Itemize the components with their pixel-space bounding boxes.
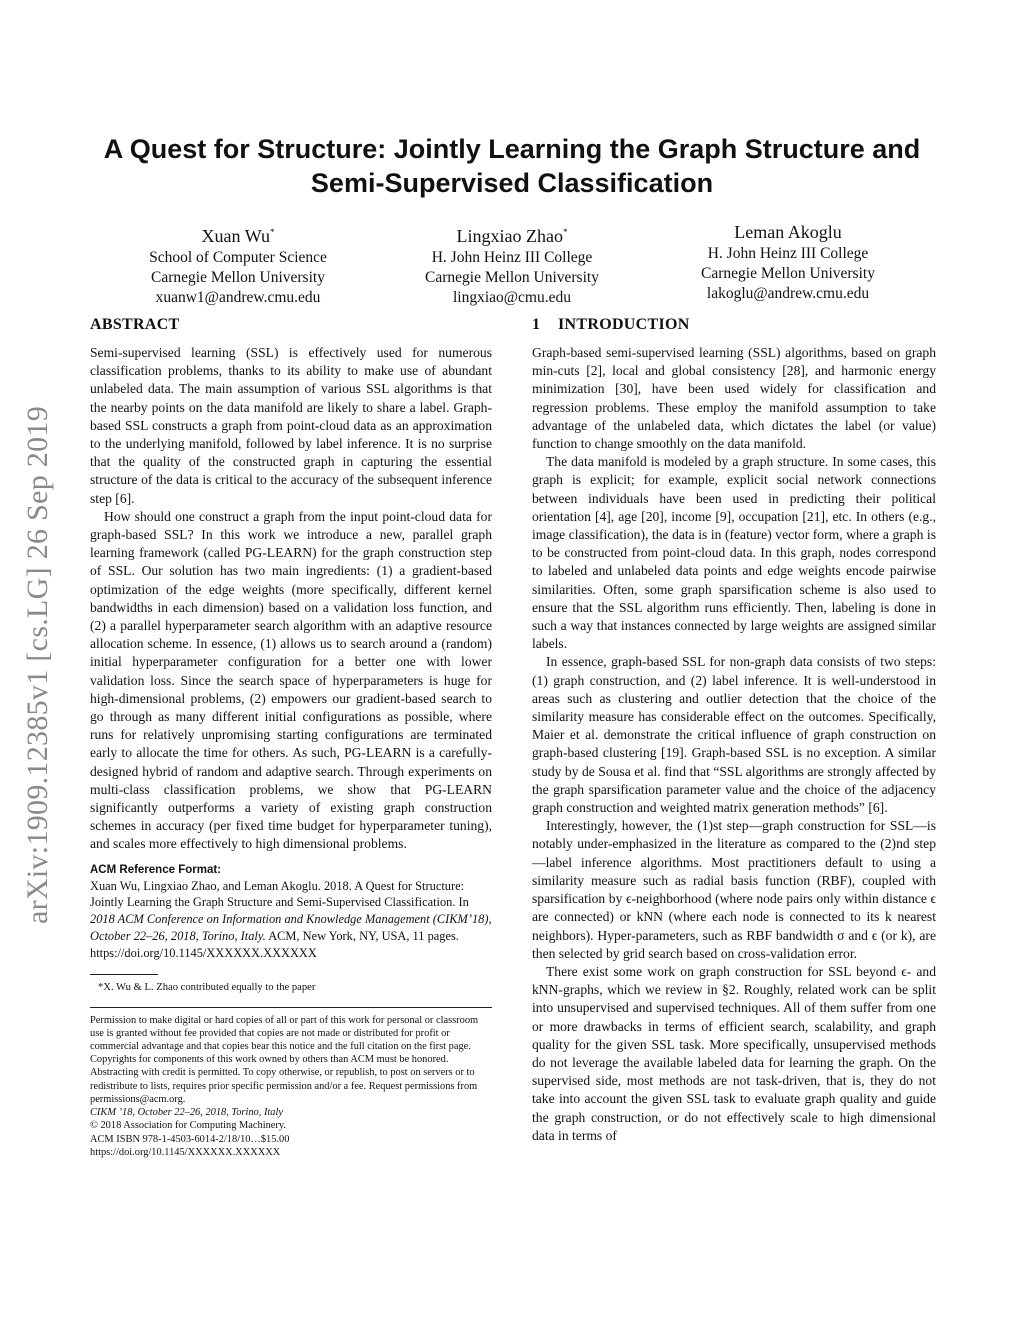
author-university: Carnegie Mellon University [425, 269, 599, 286]
intro-paragraph-5: There exist some work on graph construction for SSL beyond ϵ- and kNN-graphs, which we review in §2. Roughly, related work can be split into unsupervised and supervised techniques. All of them suffer from one or more drawbacks in terms of efficient search, scalability, and graph quality for the given SSL task. More specifically, unsupervised methods do not leverage the available labeled data for learning the graph. On the supervised side, most methods are not task-driven, that is, they do not take into account the given SSL task to evaluate graph quality and guide the graph construction, or do not effectively scale to high dimensional data in terms of [532, 963, 936, 1143]
intro-paragraph-2: The data manifold is modeled by a graph structure. In some cases, this graph is explicit; for example, explicit social network connections between individuals have been used in predicting their political orientation [4], age [20], income [9], occupation [21], etc. In others (e.g., image classification), the data is in (feature) vector form, where a graph is to be constructed from point-cloud data. In this graph, nodes correspond to labeled and unlabeled data points and edge weights encode pairwise similarities. Often, some graph sparsification scheme is also used to ensure that the SSL algorithm runs efficiently. Then, labeling is done in such a way that instances connected by large weights are assigned similar labels. [532, 454, 936, 652]
isbn-line: ACM ISBN 978-1-4503-6014-2/18/10…$15.00 [90, 1133, 290, 1145]
venue-text: 2018 ACM Conference on Information and Knowledge Management (CIKM’18), October 22–26, 2018, Torino, Italy. [90, 912, 492, 944]
left-column [90, 314, 492, 1159]
permission-divider [90, 1007, 492, 1008]
equal-contribution-footnote: *X. Wu & L. Zhao contributed equally to the paper [98, 981, 316, 993]
author-block-2 [372, 220, 652, 308]
title-line-1: A Quest for Structure: Jointly Learning the Graph Structure and [103, 134, 921, 164]
abstract-heading: ABSTRACT [90, 316, 180, 333]
arxiv-identifier: arXiv:1909.12385v1 [cs.LG] 26 Sep 2019 [21, 405, 54, 925]
paper-title [80, 132, 944, 200]
author-email: lingxiao@cmu.edu [452, 289, 571, 306]
equal-contribution-mark: * [562, 227, 568, 237]
title-line-2: Semi-Supervised Classification [310, 168, 714, 198]
equal-contribution-mark: * [269, 227, 275, 237]
author-affiliation: H. John Heinz III College [707, 245, 869, 262]
introduction-heading: 1 INTRODUCTION [532, 314, 936, 336]
section-number: 1 [532, 316, 541, 333]
acm-reference-heading: ACM Reference Format: [90, 863, 221, 876]
conference-line: CIKM ’18, October 22–26, 2018, Torino, Italy [90, 1107, 283, 1119]
author-university: Carnegie Mellon University [151, 269, 325, 286]
abstract-paragraph-2: How should one construct a graph from the input point-cloud data for graph-based SSL? In this work we introduce a new, parallel graph learning framework (called PG-LEARN) for the graph construction step of SSL. Our solution has two main ingredients: (1) a gradient-based optimization of the edge weights (more specifically, different kernel bandwidths in each dimension) based on a validation loss function, and (2) a parallel hyperparameter search algorithm with an adaptive resource allocation scheme. In essence, (1) allows us to search around a (random) initial hyperparameter configuration for a better one with lower validation loss. Since the search space of hyperparameters is huge for high-dimensional problems, (2) empowers our gradient-based search to go through as many different initial configurations as possible, where runs for relatively unpromising starting configurations are terminated early to allocate the time for others. As such, PG-LEARN is a carefully-designed hybrid of random and adaptive search. Through experiments on multi-class classification problems, we show that PG-LEARN significantly outperforms a variety of existing graph construction schemes in accuracy (per fixed time budget for hyperparameter tuning), and scales more effectively to high dimensional problems. [90, 508, 492, 852]
intro-paragraph-1: Graph-based semi-supervised learning (SSL) algorithms, based on graph min-cuts [2], local and global consistency [28], and harmonic energy minimization [30], have been used widely for classification and regression problems. These employ the manifold assumption to take advantage of the unlabeled data, which dictates the label (or value) function to change smoothly on the data manifold. [532, 345, 936, 452]
permission-notice: Permission to make digital or hard copies of all or part of this work for personal or classroom use is granted without fee provided that copies are not made or distributed for profit or commercial advantage and that copies bear this notice and the full citation on the first page. Copyrights for components of this work owned by others than ACM must be honored. Abstracting with credit is permitted. To copy otherwise, or republish, to post on servers or to redistribute to lists, requires prior specific permission and/or a fee. Request permissions from permissions@acm.org. [90, 1014, 479, 1105]
author-name: Xuan Wu* [201, 226, 275, 246]
author-affiliation: H. John Heinz III College [431, 249, 593, 266]
arxiv-sidebar-stamp [18, 350, 58, 980]
copyright-line: © 2018 Association for Computing Machinery. [90, 1120, 286, 1132]
author-university: Carnegie Mellon University [701, 265, 875, 282]
acm-reference-text: Xuan Wu, Lingxiao Zhao, and Leman Akoglu. 2018. A Quest for Structure: Jointly Learning the Graph Structure and Semi-Supervised Classification. In 2018 ACM Conference on Information and Knowledge Management (CIKM’18), October 22–26, 2018, Torino, Italy. ACM, New York, NY, USA, 11 pages. https://doi.org/10.1145/XXXXXX.XXXXXX [90, 878, 492, 960]
doi-line: https://doi.org/10.1145/XXXXXX.XXXXXX [90, 1146, 281, 1158]
right-column [532, 314, 936, 1145]
author-block-1 [98, 220, 378, 308]
author-name: Leman Akoglu [734, 222, 842, 242]
author-affiliation: School of Computer Science [149, 249, 327, 266]
intro-paragraph-4: Interestingly, however, the (1)st step—graph construction for SSL—is notably under-emphasized in the literature as compared to the (2)nd step—label inference algorithms. Most practitioners default to using a similarity measure such as radial basis function (RBF), coupled with sparsification by ϵ-neighborhood (where node pairs only within distance ϵ are connected) or kNN (where each node is connected to its k nearest neighbors). Hyper-parameters, such as RBF bandwidth σ and ϵ (or k), are then selected by grid search based on cross-validation error. [532, 818, 936, 961]
author-email: lakoglu@andrew.cmu.edu [706, 285, 870, 302]
abstract-paragraph-1: Semi-supervised learning (SSL) is effectively used for numerous classification problems, thanks to its ability to make use of abundant unlabeled data. The main assumption of various SSL algorithms is that the nearby points on the data manifold are likely to share a label. Graph-based SSL constructs a graph from point-cloud data as an approximation to the underlying manifold, followed by label inference. It is no surprise that the quality of the constructed graph in capturing the essential structure of the data is critical to the accuracy of the subsequent inference step [6]. [90, 345, 492, 506]
footnote-divider [90, 974, 158, 975]
intro-paragraph-3: In essence, graph-based SSL for non-graph data consists of two steps: (1) graph construction, and (2) label inference. It is well-understood in areas such as clustering and outlier detection that the choice of the similarity measure has considerable effect on the outcomes. Specifically, Maier et al. demonstrate the critical influence of graph construction on graph-based clustering [19]. Graph-based SSL is no exception. A similar study by de Sousa et al. find that “SSL algorithms are strongly affected by the graph sparsification parameter value and the choice of the adjacency graph construction and weighted matrix generation methods” [6]. [532, 654, 936, 816]
author-email: xuanw1@andrew.cmu.edu [155, 289, 321, 306]
author-block-3 [648, 220, 928, 304]
author-name: Lingxiao Zhao* [456, 226, 568, 246]
